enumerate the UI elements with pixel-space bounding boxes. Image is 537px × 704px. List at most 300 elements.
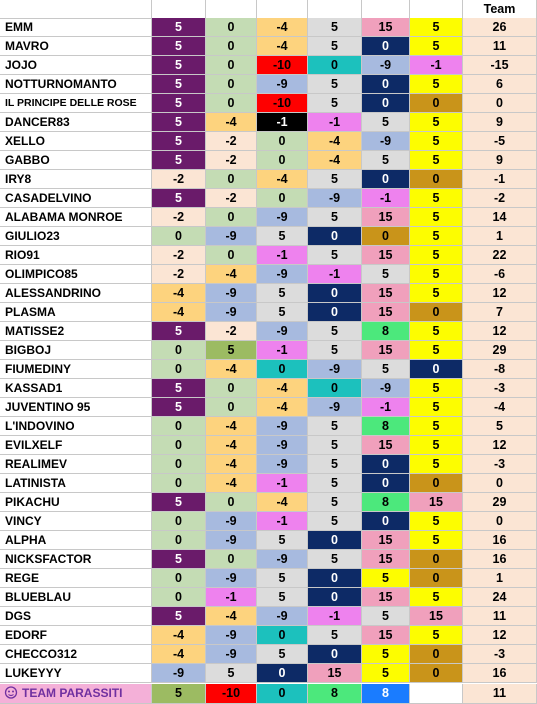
score-cell[interactable]: 0 [362, 512, 410, 531]
team-score[interactable]: 8 [308, 684, 362, 704]
team-score[interactable]: 0 [257, 684, 308, 704]
player-name[interactable]: DANCER83 [0, 113, 152, 132]
team-total[interactable]: 0 [463, 474, 537, 493]
player-name[interactable]: JUVENTINO 95 [0, 398, 152, 417]
score-cell[interactable]: -9 [257, 550, 308, 569]
header-cell[interactable] [0, 0, 152, 19]
team-total[interactable]: -3 [463, 645, 537, 664]
player-name[interactable]: ALESSANDRINO [0, 284, 152, 303]
score-cell[interactable]: 5 [410, 436, 463, 455]
score-cell[interactable]: 5 [152, 132, 206, 151]
score-cell[interactable]: 0 [257, 151, 308, 170]
score-cell[interactable]: -2 [152, 265, 206, 284]
score-cell[interactable]: 0 [308, 303, 362, 322]
score-cell[interactable]: -1 [257, 512, 308, 531]
score-cell[interactable]: 0 [308, 56, 362, 75]
player-name[interactable]: BIGBOJ [0, 341, 152, 360]
score-cell[interactable]: 0 [152, 360, 206, 379]
team-total[interactable]: 11 [463, 684, 537, 704]
score-cell[interactable]: -1 [257, 246, 308, 265]
score-cell[interactable]: 5 [410, 455, 463, 474]
score-cell[interactable]: -9 [206, 531, 257, 550]
score-cell[interactable]: 5 [410, 132, 463, 151]
player-name[interactable]: PIKACHU [0, 493, 152, 512]
score-cell[interactable]: -9 [308, 189, 362, 208]
score-cell[interactable]: 5 [152, 550, 206, 569]
team-total[interactable]: 11 [463, 607, 537, 626]
score-cell[interactable]: 5 [308, 626, 362, 645]
score-cell[interactable]: 15 [362, 284, 410, 303]
score-cell[interactable]: 5 [152, 398, 206, 417]
score-cell[interactable]: -4 [308, 132, 362, 151]
score-cell[interactable]: -10 [257, 94, 308, 113]
score-cell[interactable]: 0 [362, 227, 410, 246]
team-total[interactable]: 16 [463, 531, 537, 550]
score-cell[interactable]: -2 [152, 208, 206, 227]
team-total[interactable]: 0 [463, 94, 537, 113]
score-cell[interactable]: 5 [308, 493, 362, 512]
team-total[interactable]: -3 [463, 379, 537, 398]
team-total[interactable]: 9 [463, 113, 537, 132]
score-cell[interactable]: 15 [362, 550, 410, 569]
score-cell[interactable]: 0 [410, 303, 463, 322]
score-cell[interactable]: -9 [257, 265, 308, 284]
score-cell[interactable]: -9 [308, 360, 362, 379]
team-total[interactable]: 12 [463, 322, 537, 341]
score-cell[interactable]: -1 [410, 56, 463, 75]
score-cell[interactable]: 5 [257, 303, 308, 322]
team-score[interactable] [410, 684, 463, 704]
score-cell[interactable]: 5 [308, 322, 362, 341]
score-cell[interactable]: -9 [257, 322, 308, 341]
player-name[interactable]: GABBO [0, 151, 152, 170]
player-name[interactable]: RIO91 [0, 246, 152, 265]
score-cell[interactable]: 15 [362, 208, 410, 227]
score-cell[interactable]: 15 [308, 664, 362, 683]
score-cell[interactable]: 5 [308, 341, 362, 360]
score-cell[interactable]: -9 [257, 75, 308, 94]
score-cell[interactable]: -4 [257, 493, 308, 512]
score-cell[interactable]: 5 [410, 626, 463, 645]
score-cell[interactable]: 0 [206, 94, 257, 113]
score-cell[interactable]: 5 [410, 227, 463, 246]
score-cell[interactable]: 5 [362, 607, 410, 626]
score-cell[interactable]: 0 [410, 569, 463, 588]
team-total[interactable]: -2 [463, 189, 537, 208]
score-cell[interactable]: 15 [362, 303, 410, 322]
score-cell[interactable]: 5 [257, 531, 308, 550]
score-cell[interactable]: -4 [152, 626, 206, 645]
score-cell[interactable]: -1 [308, 265, 362, 284]
score-cell[interactable]: 5 [410, 531, 463, 550]
score-cell[interactable]: 5 [410, 341, 463, 360]
score-cell[interactable]: 0 [362, 94, 410, 113]
player-name[interactable]: OLIMPICO85 [0, 265, 152, 284]
score-cell[interactable]: -4 [257, 379, 308, 398]
score-cell[interactable]: 0 [308, 531, 362, 550]
player-name[interactable]: MATISSE2 [0, 322, 152, 341]
score-cell[interactable]: 5 [410, 588, 463, 607]
header-cell[interactable] [257, 0, 308, 19]
score-cell[interactable]: 5 [152, 322, 206, 341]
team-total[interactable]: -8 [463, 360, 537, 379]
score-cell[interactable]: 5 [257, 284, 308, 303]
score-cell[interactable]: -9 [362, 379, 410, 398]
score-cell[interactable]: 5 [362, 265, 410, 284]
score-cell[interactable]: -4 [257, 18, 308, 37]
score-cell[interactable]: -1 [308, 113, 362, 132]
score-cell[interactable]: 5 [152, 189, 206, 208]
score-cell[interactable]: -1 [206, 588, 257, 607]
score-cell[interactable]: -2 [152, 170, 206, 189]
score-cell[interactable]: 0 [206, 398, 257, 417]
score-cell[interactable]: 0 [152, 227, 206, 246]
score-cell[interactable]: 5 [410, 151, 463, 170]
table-row [0, 246, 537, 265]
score-cell[interactable]: 5 [410, 417, 463, 436]
score-cell[interactable]: -9 [257, 208, 308, 227]
team-total[interactable]: 5 [463, 417, 537, 436]
player-name[interactable]: MAVRO [0, 37, 152, 56]
team-score[interactable]: -10 [206, 684, 257, 704]
score-cell[interactable]: -9 [257, 436, 308, 455]
team-total[interactable]: 24 [463, 588, 537, 607]
score-cell[interactable]: 5 [410, 208, 463, 227]
score-cell[interactable]: -9 [257, 607, 308, 626]
score-cell[interactable]: -4 [152, 303, 206, 322]
team-total[interactable]: -4 [463, 398, 537, 417]
score-cell[interactable]: 0 [152, 341, 206, 360]
player-name[interactable]: EDORF [0, 626, 152, 645]
score-cell[interactable]: 15 [362, 531, 410, 550]
score-cell[interactable]: 0 [308, 645, 362, 664]
score-cell[interactable]: 5 [206, 341, 257, 360]
score-cell[interactable]: 5 [410, 398, 463, 417]
team-total[interactable]: 7 [463, 303, 537, 322]
header-cell[interactable] [206, 0, 257, 19]
score-cell[interactable]: 5 [308, 474, 362, 493]
score-cell[interactable]: 0 [206, 56, 257, 75]
table-row [0, 227, 537, 246]
player-name[interactable]: NICKSFACTOR [0, 550, 152, 569]
team-total[interactable]: 14 [463, 208, 537, 227]
score-cell[interactable]: -9 [308, 398, 362, 417]
player-name[interactable]: LATINISTA [0, 474, 152, 493]
team-total[interactable]: 29 [463, 341, 537, 360]
score-cell[interactable]: 15 [362, 341, 410, 360]
score-cell[interactable]: 8 [362, 322, 410, 341]
score-cell[interactable]: 5 [308, 94, 362, 113]
score-cell[interactable]: 0 [152, 474, 206, 493]
score-cell[interactable]: 0 [410, 645, 463, 664]
score-cell[interactable]: -1 [257, 474, 308, 493]
score-cell[interactable]: 15 [410, 607, 463, 626]
score-cell[interactable]: 0 [410, 664, 463, 683]
score-cell[interactable]: 15 [362, 626, 410, 645]
player-name[interactable]: PLASMA [0, 303, 152, 322]
score-cell[interactable]: 0 [206, 246, 257, 265]
score-cell[interactable]: -4 [206, 474, 257, 493]
score-cell[interactable]: -9 [206, 645, 257, 664]
score-cell[interactable]: 5 [410, 113, 463, 132]
score-cell[interactable]: 8 [362, 493, 410, 512]
score-cell[interactable]: 0 [206, 550, 257, 569]
score-cell[interactable]: -9 [257, 417, 308, 436]
score-cell[interactable]: 0 [308, 569, 362, 588]
player-name[interactable]: IRY8 [0, 170, 152, 189]
score-cell[interactable]: 0 [257, 132, 308, 151]
score-cell[interactable]: 5 [257, 645, 308, 664]
score-cell[interactable]: 5 [410, 379, 463, 398]
player-name[interactable]: FIUMEDINY [0, 360, 152, 379]
player-name[interactable]: REGE [0, 569, 152, 588]
player-name[interactable]: ALPHA [0, 531, 152, 550]
team-total[interactable]: 9 [463, 151, 537, 170]
score-cell[interactable]: 0 [206, 18, 257, 37]
score-cell[interactable]: 5 [152, 37, 206, 56]
score-cell[interactable]: 5 [152, 493, 206, 512]
score-cell[interactable]: -4 [152, 645, 206, 664]
score-cell[interactable]: 0 [308, 227, 362, 246]
score-cell[interactable]: 8 [362, 417, 410, 436]
player-name[interactable]: KASSAD1 [0, 379, 152, 398]
score-cell[interactable]: 5 [206, 664, 257, 683]
team-total[interactable]: 12 [463, 436, 537, 455]
score-cell[interactable]: 5 [308, 512, 362, 531]
team-total[interactable]: 6 [463, 75, 537, 94]
score-cell[interactable]: 15 [410, 493, 463, 512]
player-name[interactable]: CHECCO312 [0, 645, 152, 664]
score-cell[interactable]: 5 [257, 588, 308, 607]
team-total[interactable]: 11 [463, 37, 537, 56]
score-cell[interactable]: -9 [362, 56, 410, 75]
team-header[interactable]: Team [463, 0, 537, 19]
score-cell[interactable]: 5 [257, 569, 308, 588]
score-cell[interactable]: 15 [362, 18, 410, 37]
score-cell[interactable]: 5 [308, 246, 362, 265]
score-cell[interactable]: 0 [308, 379, 362, 398]
score-cell[interactable]: 5 [410, 18, 463, 37]
team-total[interactable]: 26 [463, 18, 537, 37]
team-total[interactable]: -5 [463, 132, 537, 151]
score-cell[interactable]: 5 [308, 455, 362, 474]
score-cell[interactable]: 15 [362, 588, 410, 607]
score-cell[interactable]: 5 [257, 227, 308, 246]
header-cell[interactable] [308, 0, 362, 19]
score-cell[interactable]: 0 [308, 284, 362, 303]
score-cell[interactable]: -1 [257, 341, 308, 360]
team-total[interactable]: 22 [463, 246, 537, 265]
player-name[interactable]: EMM [0, 18, 152, 37]
score-cell[interactable]: 0 [257, 626, 308, 645]
score-cell[interactable]: -4 [206, 265, 257, 284]
score-cell[interactable]: 5 [152, 113, 206, 132]
score-cell[interactable]: 0 [257, 189, 308, 208]
score-cell[interactable]: -2 [206, 151, 257, 170]
score-cell[interactable]: -2 [206, 322, 257, 341]
table-row [0, 303, 537, 322]
score-cell[interactable]: 0 [206, 75, 257, 94]
score-cell[interactable]: -4 [257, 170, 308, 189]
score-cell[interactable]: 15 [362, 246, 410, 265]
score-cell[interactable]: -9 [206, 284, 257, 303]
player-name[interactable]: LUKEYYY [0, 664, 152, 683]
score-cell[interactable]: 5 [410, 322, 463, 341]
score-cell[interactable]: -1 [308, 607, 362, 626]
score-cell[interactable]: 5 [362, 113, 410, 132]
score-cell[interactable]: -4 [308, 151, 362, 170]
team-total[interactable]: 12 [463, 626, 537, 645]
team-total[interactable]: 1 [463, 227, 537, 246]
score-cell[interactable]: 5 [152, 607, 206, 626]
score-cell[interactable]: 5 [362, 664, 410, 683]
score-cell[interactable]: 0 [152, 588, 206, 607]
score-cell[interactable]: 5 [152, 151, 206, 170]
score-cell[interactable]: 15 [362, 436, 410, 455]
score-cell[interactable]: 0 [206, 493, 257, 512]
score-cell[interactable]: 5 [308, 170, 362, 189]
score-cell[interactable]: 5 [308, 550, 362, 569]
score-cell[interactable]: 5 [410, 265, 463, 284]
score-cell[interactable]: 0 [410, 360, 463, 379]
score-cell[interactable]: -9 [362, 132, 410, 151]
player-name[interactable]: GIULIO23 [0, 227, 152, 246]
score-cell[interactable]: -2 [152, 246, 206, 265]
team-total[interactable]: 16 [463, 664, 537, 683]
score-cell[interactable]: -2 [206, 132, 257, 151]
score-cell[interactable]: 5 [362, 151, 410, 170]
score-cell[interactable]: 0 [152, 531, 206, 550]
score-cell[interactable]: -4 [206, 607, 257, 626]
team-score[interactable]: 5 [152, 684, 206, 704]
team-total[interactable]: 29 [463, 493, 537, 512]
score-cell[interactable]: -4 [206, 455, 257, 474]
score-cell[interactable]: -2 [206, 189, 257, 208]
score-cell[interactable]: 0 [206, 170, 257, 189]
score-cell[interactable]: -10 [257, 56, 308, 75]
score-cell[interactable]: 0 [410, 474, 463, 493]
score-cell[interactable]: 0 [152, 436, 206, 455]
header-cell[interactable] [152, 0, 206, 19]
score-cell[interactable]: -4 [206, 360, 257, 379]
score-cell[interactable]: 0 [257, 664, 308, 683]
score-cell[interactable]: 0 [362, 37, 410, 56]
score-cell[interactable]: -9 [206, 303, 257, 322]
score-cell[interactable]: 0 [308, 588, 362, 607]
player-name[interactable]: IL PRINCIPE DELLE ROSE [0, 94, 152, 113]
score-cell[interactable]: -9 [206, 569, 257, 588]
score-cell[interactable]: 5 [152, 94, 206, 113]
team-total[interactable]: -15 [463, 56, 537, 75]
team-total[interactable]: -6 [463, 265, 537, 284]
score-cell[interactable]: 0 [206, 208, 257, 227]
score-cell[interactable]: -4 [152, 284, 206, 303]
score-cell[interactable]: 0 [362, 474, 410, 493]
score-cell[interactable]: 5 [410, 189, 463, 208]
score-cell[interactable]: -9 [206, 227, 257, 246]
score-cell[interactable]: -1 [362, 189, 410, 208]
player-name[interactable]: ALABAMA MONROE [0, 208, 152, 227]
score-cell[interactable]: 5 [152, 56, 206, 75]
score-cell[interactable]: 5 [362, 360, 410, 379]
score-cell[interactable]: 0 [410, 94, 463, 113]
score-cell[interactable]: 0 [152, 569, 206, 588]
score-cell[interactable]: 5 [152, 379, 206, 398]
score-cell[interactable]: 0 [362, 75, 410, 94]
score-cell[interactable]: -9 [206, 626, 257, 645]
score-cell[interactable]: 0 [410, 170, 463, 189]
score-cell[interactable]: 0 [257, 360, 308, 379]
score-cell[interactable]: -9 [206, 512, 257, 531]
score-cell[interactable]: 5 [362, 645, 410, 664]
team-total[interactable]: -1 [463, 170, 537, 189]
score-cell[interactable]: 5 [308, 37, 362, 56]
team-total[interactable]: 1 [463, 569, 537, 588]
score-cell[interactable]: 0 [410, 550, 463, 569]
score-cell[interactable]: -1 [257, 113, 308, 132]
score-cell[interactable]: 5 [410, 37, 463, 56]
score-cell[interactable]: 5 [308, 436, 362, 455]
score-cell[interactable]: -4 [206, 113, 257, 132]
score-cell[interactable]: -4 [206, 417, 257, 436]
score-cell[interactable]: 0 [206, 37, 257, 56]
score-cell[interactable]: 5 [308, 75, 362, 94]
score-cell[interactable]: -1 [362, 398, 410, 417]
player-name[interactable]: L'INDOVINO [0, 417, 152, 436]
score-cell[interactable]: 5 [410, 246, 463, 265]
team-total[interactable]: -3 [463, 455, 537, 474]
score-cell[interactable]: -4 [257, 37, 308, 56]
team-score[interactable]: 8 [362, 684, 410, 704]
score-cell[interactable]: 0 [206, 379, 257, 398]
score-cell[interactable]: -9 [257, 455, 308, 474]
table-row [0, 531, 537, 550]
score-cell[interactable]: 5 [410, 75, 463, 94]
score-cell[interactable]: 0 [362, 170, 410, 189]
score-cell[interactable]: 5 [152, 75, 206, 94]
score-cell[interactable]: 5 [362, 569, 410, 588]
score-cell[interactable]: 0 [362, 455, 410, 474]
team-total[interactable]: 16 [463, 550, 537, 569]
team-total[interactable]: 12 [463, 284, 537, 303]
score-cell[interactable]: -4 [257, 398, 308, 417]
player-name[interactable]: CASADELVINO [0, 189, 152, 208]
team-name[interactable] [0, 684, 152, 704]
score-cell[interactable]: 5 [410, 512, 463, 531]
score-cell[interactable]: -4 [206, 436, 257, 455]
score-cell[interactable]: 5 [308, 417, 362, 436]
team-total[interactable]: 0 [463, 512, 537, 531]
player-name[interactable]: NOTTURNOMANTO [0, 75, 152, 94]
player-name[interactable]: BLUEBLAU [0, 588, 152, 607]
header-cell[interactable] [362, 0, 410, 19]
score-cell[interactable]: 0 [152, 417, 206, 436]
score-cell[interactable]: 0 [152, 512, 206, 531]
player-name[interactable]: VINCY [0, 512, 152, 531]
player-name[interactable]: EVILXELF [0, 436, 152, 455]
score-cell[interactable]: 0 [152, 455, 206, 474]
score-cell[interactable]: 5 [308, 18, 362, 37]
score-cell[interactable]: -9 [152, 664, 206, 683]
player-name[interactable]: JOJO [0, 56, 152, 75]
player-name[interactable]: DGS [0, 607, 152, 626]
score-cell[interactable]: 5 [308, 208, 362, 227]
score-cell[interactable]: 5 [152, 18, 206, 37]
score-cell[interactable]: 5 [410, 284, 463, 303]
header-cell[interactable] [410, 0, 463, 19]
player-name[interactable]: REALIMEV [0, 455, 152, 474]
player-name[interactable]: XELLO [0, 132, 152, 151]
